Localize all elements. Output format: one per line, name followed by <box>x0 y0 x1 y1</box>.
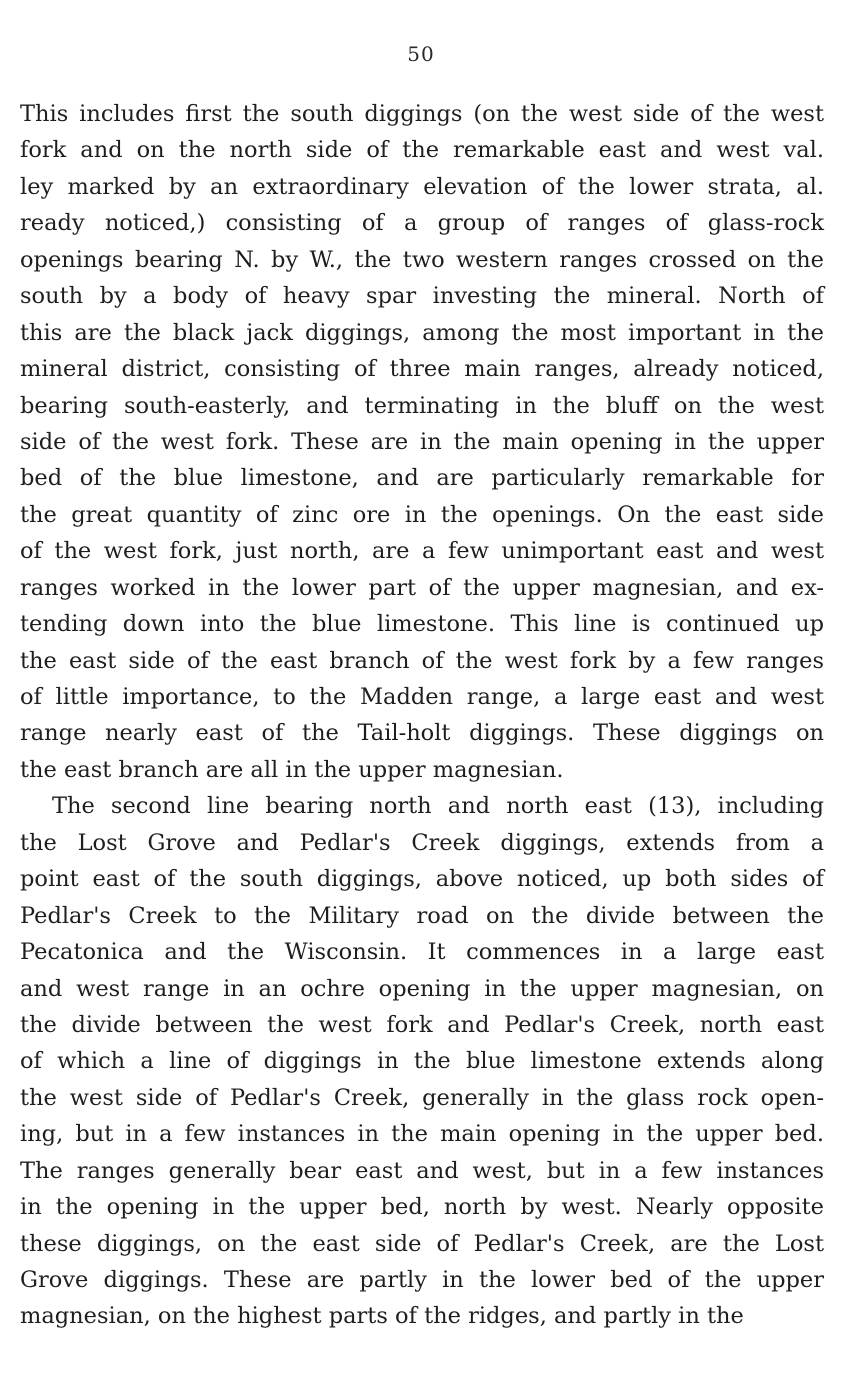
text-line: point east of the south diggings, above noticed, up both sides of <box>20 866 824 893</box>
body-text <box>20 96 824 1335</box>
text-line: The second line bearing north and north east (13), including <box>52 793 824 820</box>
text-line: the Lost Grove and Pedlar's Creek diggings, extends from a <box>20 829 824 856</box>
text-line: ranges worked in the lower part of the upper magnesian, and ex- <box>20 574 824 601</box>
text-line: This includes first the south diggings (on the west side of the west <box>20 101 824 127</box>
text-line: the west side of Pedlar's Creek, generally in the glass rock open- <box>20 1084 824 1111</box>
text-line: openings bearing N. by W., the two western ranges crossed on the <box>20 246 824 273</box>
paragraph <box>20 788 824 1335</box>
text-line: range nearly east of the Tail-holt diggings. These diggings on <box>20 720 824 747</box>
text-line: ley marked by an extraordinary elevation of the lower strata, al. <box>20 173 824 200</box>
text-line: the east side of the east branch of the west fork by a few ranges <box>20 647 824 674</box>
text-line: the great quantity of zinc ore in the openings. On the east side <box>20 501 824 528</box>
paragraph <box>20 96 824 788</box>
page-number: 50 <box>407 42 435 66</box>
text-line: bearing south-easterly, and terminating in the bluff on the west <box>20 392 824 419</box>
text-line: ready noticed,) consisting of a group of ranges of glass-rock <box>20 210 824 237</box>
text-line: bed of the blue limestone, and are particularly remarkable for <box>20 465 824 492</box>
text-line: Grove diggings. These are partly in the lower bed of the upper <box>20 1267 824 1293</box>
text-line: of which a line of diggings in the blue limestone extends along <box>20 1048 824 1075</box>
text-line: tending down into the blue limestone. This line is continued up <box>20 611 824 638</box>
text-line: ing, but in a few instances in the main opening in the upper bed. <box>20 1121 824 1148</box>
text-line: south by a body of heavy spar investing the mineral. North of <box>20 283 824 310</box>
text-line: and west range in an ochre opening in the upper magnesian, on <box>20 975 824 1002</box>
text-line: of little importance, to the Madden range, a large east and west <box>20 684 824 710</box>
text-line: the east branch are all in the upper magnesian. <box>20 756 564 783</box>
text-line: fork and on the north side of the remarkable east and west val. <box>20 137 824 164</box>
text-line: these diggings, on the east side of Pedlar's Creek, are the Lost <box>20 1230 824 1257</box>
text-line: the divide between the west fork and Pedlar's Creek, north east <box>20 1011 824 1038</box>
text-line: magnesian, on the highest parts of the ridges, and partly in the <box>20 1303 744 1330</box>
text-line: Pedlar's Creek to the Military road on the divide between the <box>20 902 824 929</box>
text-line: in the opening in the upper bed, north by west. Nearly opposite <box>20 1194 824 1221</box>
text-line: of the west fork, just north, are a few unimportant east and west <box>20 538 824 565</box>
text-line: Pecatonica and the Wisconsin. It commences in a large east <box>20 939 824 966</box>
text-line: The ranges generally bear east and west, but in a few instances <box>20 1157 824 1184</box>
text-line: mineral district, consisting of three main ranges, already noticed, <box>20 356 824 383</box>
text-line: this are the black jack diggings, among the most important in the <box>20 319 824 346</box>
text-line: side of the west fork. These are in the main opening in the upper <box>20 428 824 455</box>
